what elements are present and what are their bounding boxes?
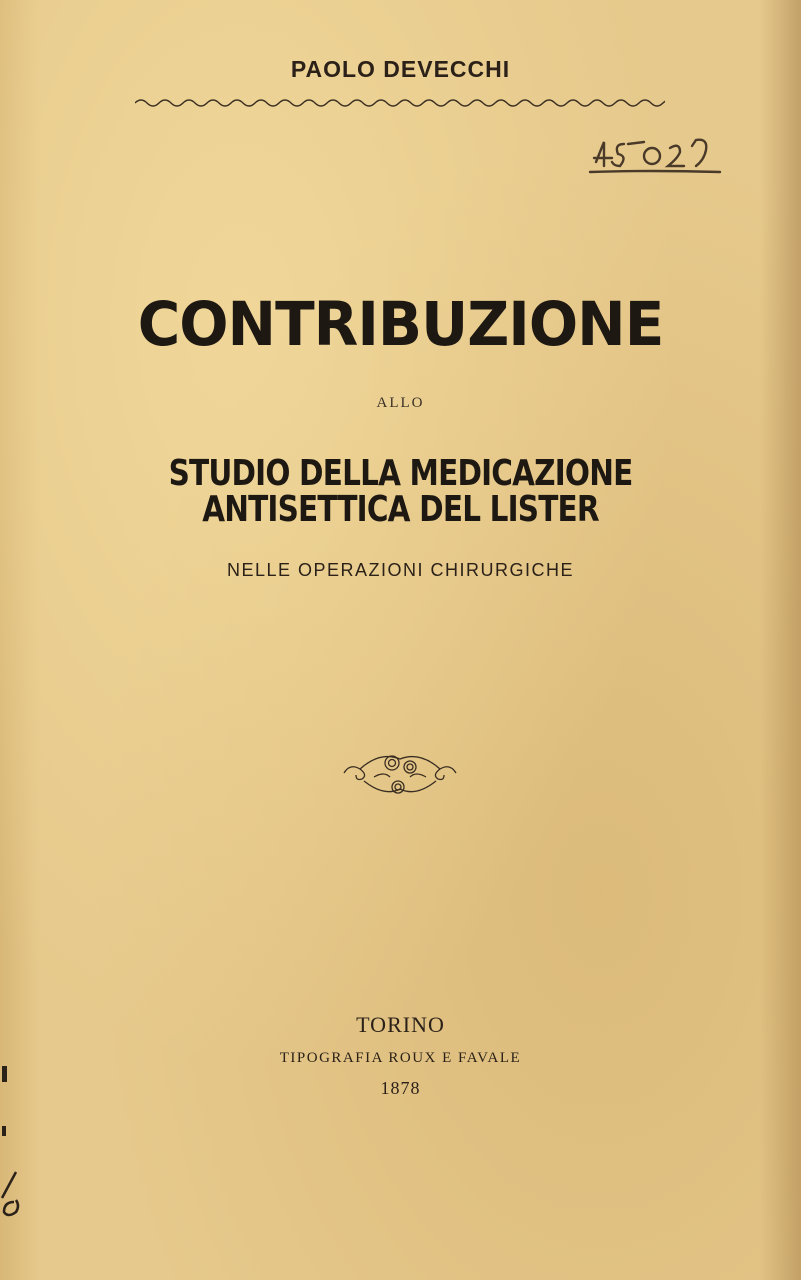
margin-ink-marks [0, 1060, 30, 1230]
imprint-year: 1878 [380, 1078, 421, 1098]
title-connector: ALLO [376, 395, 425, 411]
title-detail: NELLE OPERAZIONI CHIRURGICHE [226, 560, 575, 580]
title-main: CONTRIBUZIONE [137, 288, 664, 360]
handwritten-shelfmark [588, 132, 728, 180]
imprint-publisher: TIPOGRAFIA ROUX E FAVALE [279, 1050, 522, 1066]
title-subtitle: STUDIO DELLA MEDICAZIONE ANTISETTICA DEL LISTER [168, 453, 633, 530]
imprint-city: TORINO [356, 1012, 445, 1037]
wavy-rule [135, 95, 665, 111]
author-name: PAOLO DEVECCHI [290, 56, 511, 82]
flourish-ornament-icon [340, 745, 460, 805]
